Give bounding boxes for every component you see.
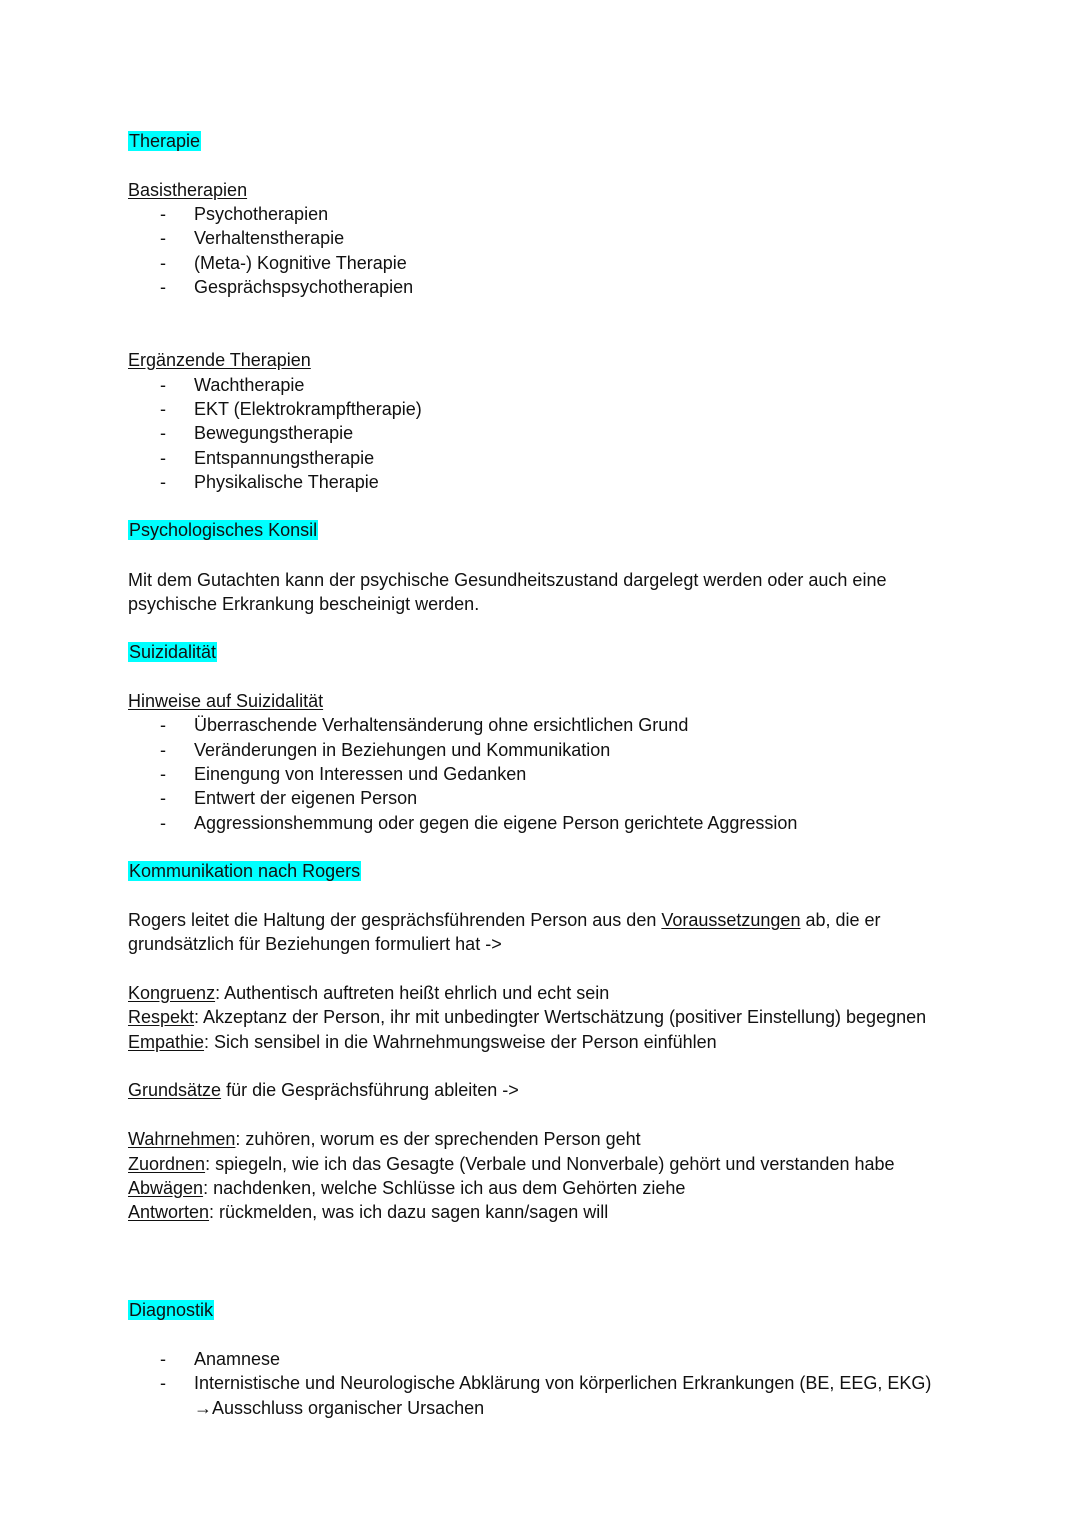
subheading-text: Hinweise auf Suizidalität xyxy=(128,691,324,711)
bullet-dash: - xyxy=(160,1373,166,1393)
list-item: Psychotherapien xyxy=(194,204,329,224)
highlight: Suizidalität xyxy=(129,642,217,662)
bullet-dash: - xyxy=(160,253,166,273)
definition: : Sich sensibel in die Wahrnehmungsweise der Person einfühlen xyxy=(204,1032,717,1052)
list-item: (Meta-) Kognitive Therapie xyxy=(194,253,407,273)
definition: : Akzeptanz der Person, ihr mit unbedingter Wertschätzung (positiver Einstellung) begegnen xyxy=(194,1007,927,1027)
definition: : spiegeln, wie ich das Gesagte (Verbale und Nonverbale) gehört und verstanden habe xyxy=(205,1154,895,1174)
underlined-term: Grundsätze xyxy=(128,1080,222,1100)
bullet-dash: - xyxy=(160,813,166,833)
list-item: Überraschende Verhaltensänderung ohne ersichtlichen Grund xyxy=(194,715,689,735)
section-heading-suizidalitaet xyxy=(128,640,217,664)
list-item: Anamnese xyxy=(194,1349,281,1369)
paragraph-line: grundsätzlich für Beziehungen formuliert hat -> xyxy=(128,934,502,954)
highlight: Psychologisches Konsil xyxy=(129,520,318,540)
list-item: Bewegungstherapie xyxy=(194,423,354,443)
definition: : rückmelden, was ich dazu sagen kann/sagen will xyxy=(209,1202,609,1222)
grundsaetze-line xyxy=(128,1078,519,1102)
subheading-text: Basistherapien xyxy=(128,180,248,200)
highlight: Kommunikation nach Rogers xyxy=(129,861,361,881)
bullet-dash: - xyxy=(160,277,166,297)
underlined-term: Abwägen xyxy=(128,1178,204,1198)
subheading-basistherapien xyxy=(128,178,247,202)
bullet-dash: - xyxy=(160,715,166,735)
subheading-text: Ergänzende Therapien xyxy=(128,350,311,370)
underlined-term: Empathie xyxy=(128,1032,205,1052)
section-heading-therapie xyxy=(128,129,201,153)
list-item: Aggressionshemmung oder gegen die eigene Person gerichtete Aggression xyxy=(194,813,798,833)
list-item: Entwert der eigenen Person xyxy=(194,788,418,808)
list-item: Gesprächspsychotherapien xyxy=(194,277,414,297)
highlight: Diagnostik xyxy=(129,1300,214,1320)
section-heading-rogers xyxy=(128,859,361,883)
condition-line xyxy=(128,1030,717,1054)
list-item: Internistische und Neurologische Abklärung von körperlichen Erkrankungen (BE, EEG, EKG) xyxy=(194,1373,932,1393)
section-heading-diagnostik xyxy=(128,1298,214,1322)
bullet-dash: - xyxy=(160,472,166,492)
section-heading-konsil xyxy=(128,518,318,542)
underlined-term: Zuordnen xyxy=(128,1154,206,1174)
list-item: Physikalische Therapie xyxy=(194,472,379,492)
bullet-dash: - xyxy=(160,375,166,395)
underlined-term: Kongruenz xyxy=(128,983,216,1003)
list-item: Entspannungstherapie xyxy=(194,448,375,468)
principle-line xyxy=(128,1127,641,1151)
definition: : zuhören, worum es der sprechenden Person geht xyxy=(235,1129,641,1149)
definition: : nachdenken, welche Schlüsse ich aus dem Gehörten ziehe xyxy=(203,1178,686,1198)
bullet-dash: - xyxy=(160,423,166,443)
text: für die Gesprächsführung ableiten -> xyxy=(221,1080,519,1100)
paragraph-line: psychische Erkrankung bescheinigt werden. xyxy=(128,594,480,614)
arrow-note: →Ausschluss organischer Ursachen xyxy=(194,1398,485,1418)
underlined-term: Voraussetzungen xyxy=(661,910,801,930)
paragraph-line xyxy=(128,908,881,932)
condition-line xyxy=(128,1005,926,1029)
bullet-dash: - xyxy=(160,448,166,468)
definition: : Authentisch auftreten heißt ehrlich und echt sein xyxy=(215,983,610,1003)
principle-line xyxy=(128,1152,895,1176)
bullet-dash: - xyxy=(160,399,166,419)
bullet-dash: - xyxy=(160,1349,166,1369)
principle-line xyxy=(128,1176,685,1200)
subheading-ergaenzende-therapien xyxy=(128,348,311,372)
list-item: Veränderungen in Beziehungen und Kommunikation xyxy=(194,740,611,760)
list-item: Einengung von Interessen und Gedanken xyxy=(194,764,527,784)
underlined-term: Wahrnehmen xyxy=(128,1129,236,1149)
list-item: Verhaltenstherapie xyxy=(194,228,345,248)
condition-line xyxy=(128,981,609,1005)
bullet-dash: - xyxy=(160,228,166,248)
bullet-dash: - xyxy=(160,764,166,784)
highlight: Therapie xyxy=(129,131,201,151)
principle-line xyxy=(128,1200,608,1224)
bullet-dash: - xyxy=(160,204,166,224)
list-item: EKT (Elektrokrampftherapie) xyxy=(194,399,422,419)
bullet-dash: - xyxy=(160,788,166,808)
text: ab, die er xyxy=(800,910,881,930)
subheading-hinweise xyxy=(128,689,323,713)
underlined-term: Antworten xyxy=(128,1202,210,1222)
text: Rogers leitet die Haltung der gesprächsführenden Person aus den xyxy=(128,910,662,930)
underlined-term: Respekt xyxy=(128,1007,195,1027)
list-item: Wachtherapie xyxy=(194,375,305,395)
bullet-dash: - xyxy=(160,740,166,760)
paragraph-line: Mit dem Gutachten kann der psychische Gesundheitszustand dargelegt werden oder auch eine xyxy=(128,570,887,590)
